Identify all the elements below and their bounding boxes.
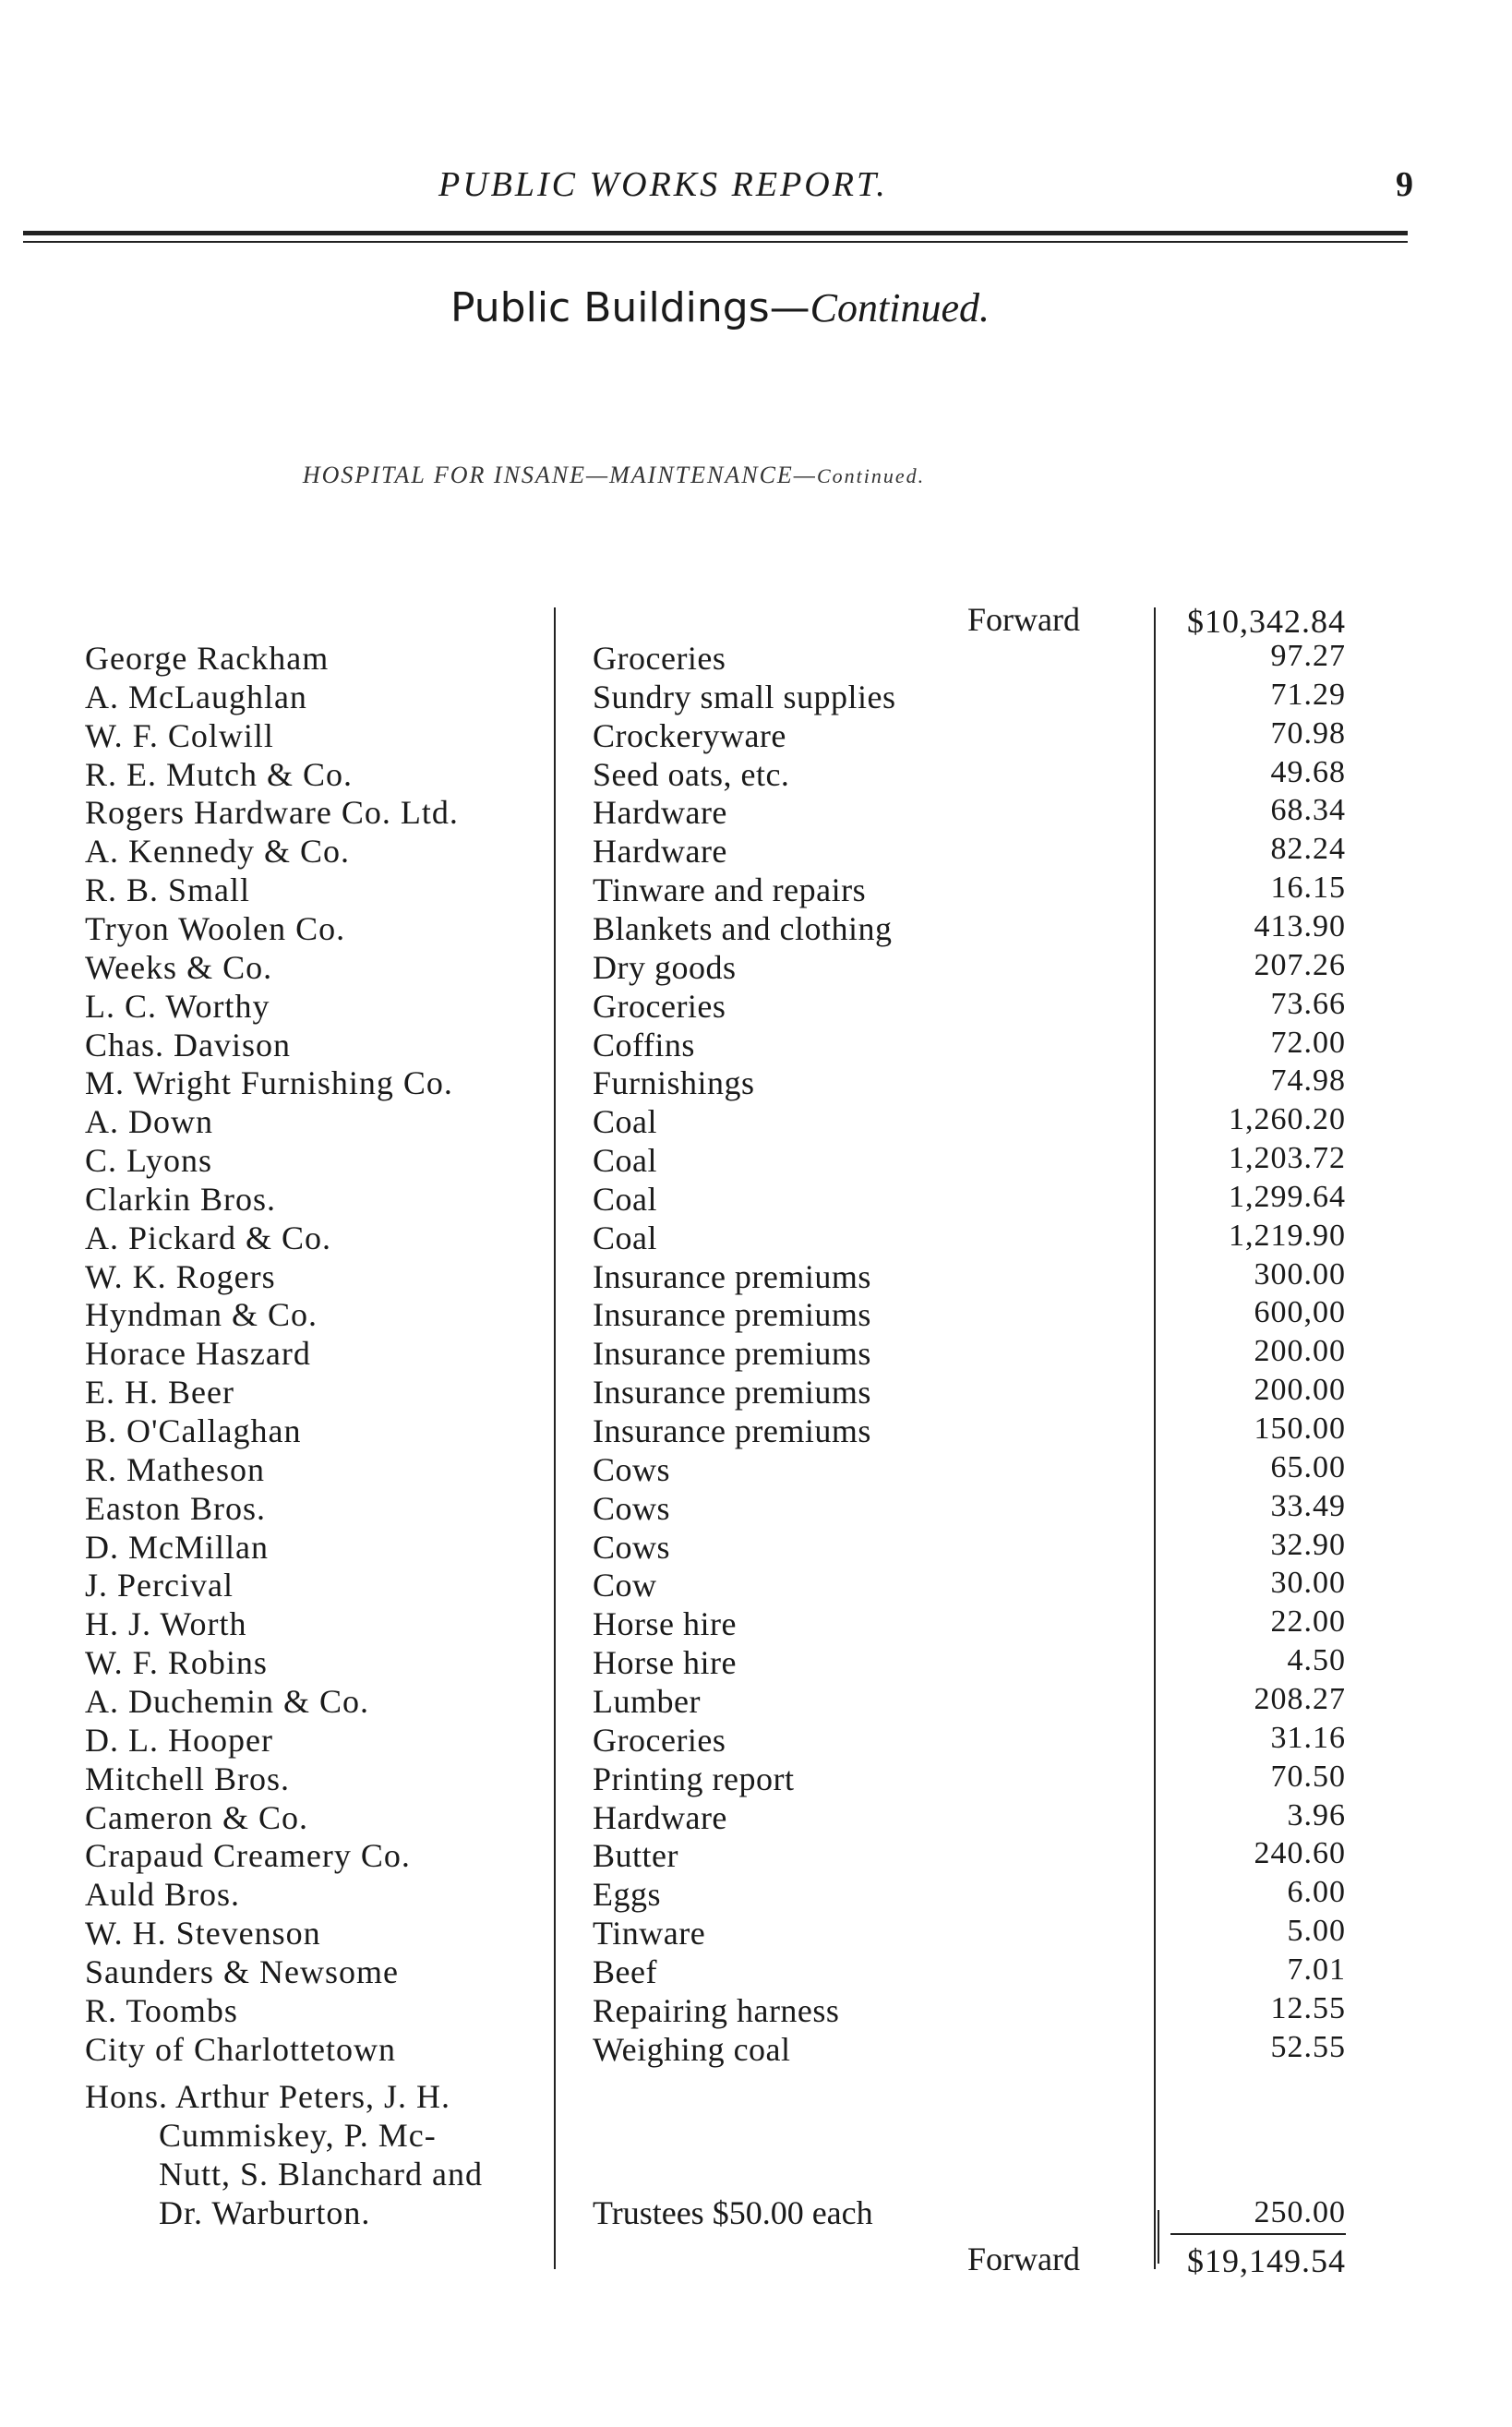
amount-cell: 5.00 — [1287, 1914, 1346, 1949]
sub-heading-text: HOSPITAL FOR INSANE—MAINTENANCE— — [302, 462, 817, 488]
last-entry-payee-line: Hons. Arthur Peters, J. H. — [85, 2078, 450, 2115]
payee-cell: A. Kennedy & Co. — [85, 833, 350, 871]
amount-cell: 65.00 — [1270, 1449, 1346, 1484]
ledger-row — [0, 1566, 1512, 1604]
item-cell: Cow — [593, 1567, 657, 1604]
amount-cell: 1,203.72 — [1229, 1141, 1346, 1176]
ledger-row — [0, 1412, 1512, 1450]
last-entry-payee-line: Dr. Warburton. — [159, 2194, 371, 2231]
payee-cell: Hyndman & Co. — [85, 1296, 318, 1334]
last-entry-amount: 250.00 — [1254, 2195, 1346, 2229]
page-number: 9 — [1396, 165, 1413, 204]
payee-cell: Mitchell Bros. — [85, 1760, 290, 1797]
payee-cell: W. H. Stevenson — [85, 1915, 321, 1952]
ledger-row — [0, 871, 1512, 909]
ledger-row — [0, 1836, 1512, 1875]
ledger-row — [0, 793, 1512, 832]
amount-cell: 6.00 — [1287, 1875, 1346, 1910]
item-cell: Hardware — [593, 1798, 727, 1836]
amount-cell: 150.00 — [1254, 1412, 1346, 1446]
column-rule-total — [1158, 2210, 1159, 2264]
item-cell: Printing report — [593, 1760, 795, 1797]
item-cell: Insurance premiums — [593, 1296, 871, 1334]
sub-heading-continued: Continued. — [816, 464, 926, 487]
forward-top-label: Forward — [967, 601, 1080, 638]
ledger-row — [0, 1026, 1512, 1064]
item-cell: Horse hire — [593, 1605, 737, 1643]
payee-cell: C. Lyons — [85, 1142, 213, 1180]
amount-cell: 49.68 — [1270, 754, 1346, 789]
amount-cell: 52.55 — [1270, 2029, 1346, 2064]
item-cell: Blankets and clothing — [593, 909, 893, 947]
amount-cell: 600,00 — [1254, 1295, 1346, 1330]
ledger-row — [0, 1643, 1512, 1682]
last-entry-item: Trustees $50.00 each — [593, 2194, 873, 2231]
forward-bottom-amount: $19,149.54 — [1187, 2242, 1346, 2279]
ledger-row — [0, 1334, 1512, 1373]
payee-cell: R. B. Small — [85, 871, 251, 909]
payee-cell: D. L. Hooper — [85, 1721, 273, 1759]
payee-cell: Saunders & Newsome — [85, 1952, 399, 1990]
item-cell: Crockeryware — [593, 716, 786, 754]
payee-cell: Tryon Woolen Co. — [85, 909, 346, 947]
payee-cell: H. J. Worth — [85, 1605, 247, 1643]
item-cell: Sundry small supplies — [593, 678, 896, 715]
item-cell: Groceries — [593, 640, 726, 677]
ledger-row — [0, 1528, 1512, 1567]
amount-cell: 1,219.90 — [1229, 1218, 1346, 1253]
section-title-dash: — — [769, 284, 810, 331]
amount-cell: 207.26 — [1254, 947, 1346, 982]
item-cell: Coal — [593, 1219, 657, 1256]
payee-cell: City of Charlottetown — [85, 2030, 396, 2068]
amount-cell: 3.96 — [1287, 1797, 1346, 1832]
item-cell: Furnishings — [593, 1064, 755, 1102]
ledger-row — [0, 1450, 1512, 1489]
payee-cell: Horace Haszard — [85, 1335, 311, 1373]
ledger-row — [0, 1219, 1512, 1257]
running-title: PUBLIC WORKS REPORT. — [438, 165, 888, 204]
item-cell: Repairing harness — [593, 1991, 840, 2029]
payee-cell: A. Duchemin & Co. — [85, 1682, 369, 1720]
item-cell: Weighing coal — [593, 2030, 791, 2068]
item-cell: Groceries — [593, 987, 726, 1025]
item-cell: Seed oats, etc. — [593, 755, 790, 793]
amount-cell: 31.16 — [1270, 1720, 1346, 1755]
item-cell: Cows — [593, 1450, 671, 1488]
payee-cell: George Rackham — [85, 640, 330, 677]
payee-cell: R. E. Mutch & Co. — [85, 755, 354, 793]
item-cell: Coffins — [593, 1026, 695, 1063]
amount-cell: 1,260.20 — [1229, 1102, 1346, 1137]
payee-cell: W. F. Robins — [85, 1644, 268, 1682]
payee-cell: B. O'Callaghan — [85, 1412, 302, 1449]
item-cell: Lumber — [593, 1682, 701, 1720]
item-cell: Cows — [593, 1489, 671, 1527]
item-cell: Tinware and repairs — [593, 871, 867, 909]
payee-cell: Clarkin Bros. — [85, 1180, 276, 1218]
amount-cell: 200.00 — [1254, 1334, 1346, 1369]
amount-cell: 97.27 — [1270, 639, 1346, 673]
payee-cell: Chas. Davison — [85, 1026, 291, 1063]
ledger-row — [0, 1489, 1512, 1528]
item-cell: Tinware — [593, 1915, 706, 1952]
amount-cell: 71.29 — [1270, 677, 1346, 712]
section-title-continued: Continued. — [810, 285, 990, 330]
amount-cell: 74.98 — [1270, 1063, 1346, 1099]
ledger-row — [0, 1760, 1512, 1798]
amount-cell: 12.55 — [1270, 1990, 1346, 2025]
item-cell: Coal — [593, 1103, 657, 1141]
payee-cell: Crapaud Creamery Co. — [85, 1837, 411, 1875]
payee-cell: Easton Bros. — [85, 1489, 266, 1527]
amount-cell: 33.49 — [1270, 1488, 1346, 1523]
ledger-row — [0, 948, 1512, 987]
last-entry-payee-line: Cummiskey, P. Mc- — [159, 2117, 437, 2154]
ledger-row — [0, 1991, 1512, 2030]
ledger-row — [0, 1604, 1512, 1643]
ledger-row — [0, 909, 1512, 948]
item-cell: Hardware — [593, 833, 727, 871]
item-cell: Dry goods — [593, 948, 737, 986]
item-cell: Eggs — [593, 1876, 661, 1914]
amount-cell: 7.01 — [1287, 1952, 1346, 1987]
item-cell: Groceries — [593, 1721, 726, 1759]
payee-cell: W. F. Colwill — [85, 716, 274, 754]
ledger-row — [0, 1102, 1512, 1141]
amount-cell: 68.34 — [1270, 793, 1346, 828]
amount-cell: 70.50 — [1270, 1759, 1346, 1794]
ledger-row — [0, 678, 1512, 716]
payee-cell: W. K. Rogers — [85, 1257, 276, 1295]
ledger-row — [0, 1682, 1512, 1721]
amount-cell: 73.66 — [1270, 986, 1346, 1021]
payee-cell: A. Down — [85, 1103, 213, 1141]
ledger-row — [0, 1721, 1512, 1760]
ledger-row — [0, 716, 1512, 755]
payee-cell: M. Wright Furnishing Co. — [85, 1064, 453, 1102]
item-cell: Insurance premiums — [593, 1374, 871, 1412]
ledger-row — [0, 1373, 1512, 1412]
payee-cell: Rogers Hardware Co. Ltd. — [85, 794, 459, 832]
amount-cell: 72.00 — [1270, 1025, 1346, 1060]
payee-cell: L. C. Worthy — [85, 987, 270, 1025]
amount-cell: 300.00 — [1254, 1256, 1346, 1292]
amount-cell: 22.00 — [1270, 1604, 1346, 1640]
ledger-row — [0, 987, 1512, 1026]
amount-cell: 413.90 — [1254, 908, 1346, 943]
forward-bottom-label: Forward — [967, 2241, 1080, 2277]
ledger-row — [0, 2030, 1512, 2069]
item-cell: Insurance premiums — [593, 1412, 871, 1449]
ledger-row — [0, 1952, 1512, 1991]
item-cell: Horse hire — [593, 1644, 737, 1682]
amount-cell: 70.98 — [1270, 715, 1346, 751]
ledger-row — [0, 1141, 1512, 1180]
forward-top-amount: $10,342.84 — [1187, 603, 1346, 640]
item-cell: Coal — [593, 1142, 657, 1180]
ledger-row — [0, 832, 1512, 871]
ledger-row — [0, 1180, 1512, 1219]
amount-cell: 240.60 — [1254, 1836, 1346, 1871]
payee-cell: A. McLaughlan — [85, 678, 307, 715]
payee-cell: Weeks & Co. — [85, 948, 273, 986]
payee-cell: D. McMillan — [85, 1528, 269, 1566]
amount-cell: 4.50 — [1287, 1643, 1346, 1678]
payee-cell: R. Toombs — [85, 1991, 238, 2029]
payee-cell: R. Matheson — [85, 1450, 265, 1488]
amount-cell: 32.90 — [1270, 1527, 1346, 1562]
amount-cell: 200.00 — [1254, 1373, 1346, 1408]
ledger-row — [0, 1875, 1512, 1914]
item-cell: Beef — [593, 1952, 657, 1990]
amount-cell: 82.24 — [1270, 832, 1346, 867]
item-cell: Cows — [593, 1528, 671, 1566]
amount-cell: 16.15 — [1270, 871, 1346, 906]
item-cell: Hardware — [593, 794, 727, 832]
last-entry-payee-line: Nutt, S. Blanchard and — [159, 2156, 483, 2193]
payee-cell: Cameron & Co. — [85, 1798, 308, 1836]
last-entry-payee — [85, 2077, 551, 2232]
payee-cell: E. H. Beer — [85, 1374, 234, 1412]
amount-cell: 1,299.64 — [1229, 1179, 1346, 1214]
amount-cell: 208.27 — [1254, 1681, 1346, 1716]
ledger-row — [0, 1063, 1512, 1102]
ledger-row — [0, 639, 1512, 678]
ledger-row — [0, 1914, 1512, 1952]
amount-cell: 30.00 — [1270, 1566, 1346, 1601]
ledger-row — [0, 1257, 1512, 1296]
ledger-row — [0, 755, 1512, 794]
ledger-row — [0, 1798, 1512, 1837]
section-title-text: Public Buildings — [450, 284, 770, 331]
item-cell: Butter — [593, 1837, 678, 1875]
payee-cell: A. Pickard & Co. — [85, 1219, 331, 1256]
ledger-row — [0, 1295, 1512, 1334]
item-cell: Insurance premiums — [593, 1257, 871, 1295]
total-rule — [1170, 2233, 1346, 2235]
payee-cell: J. Percival — [85, 1567, 234, 1604]
payee-cell: Auld Bros. — [85, 1876, 241, 1914]
item-cell: Coal — [593, 1180, 657, 1218]
item-cell: Insurance premiums — [593, 1335, 871, 1373]
